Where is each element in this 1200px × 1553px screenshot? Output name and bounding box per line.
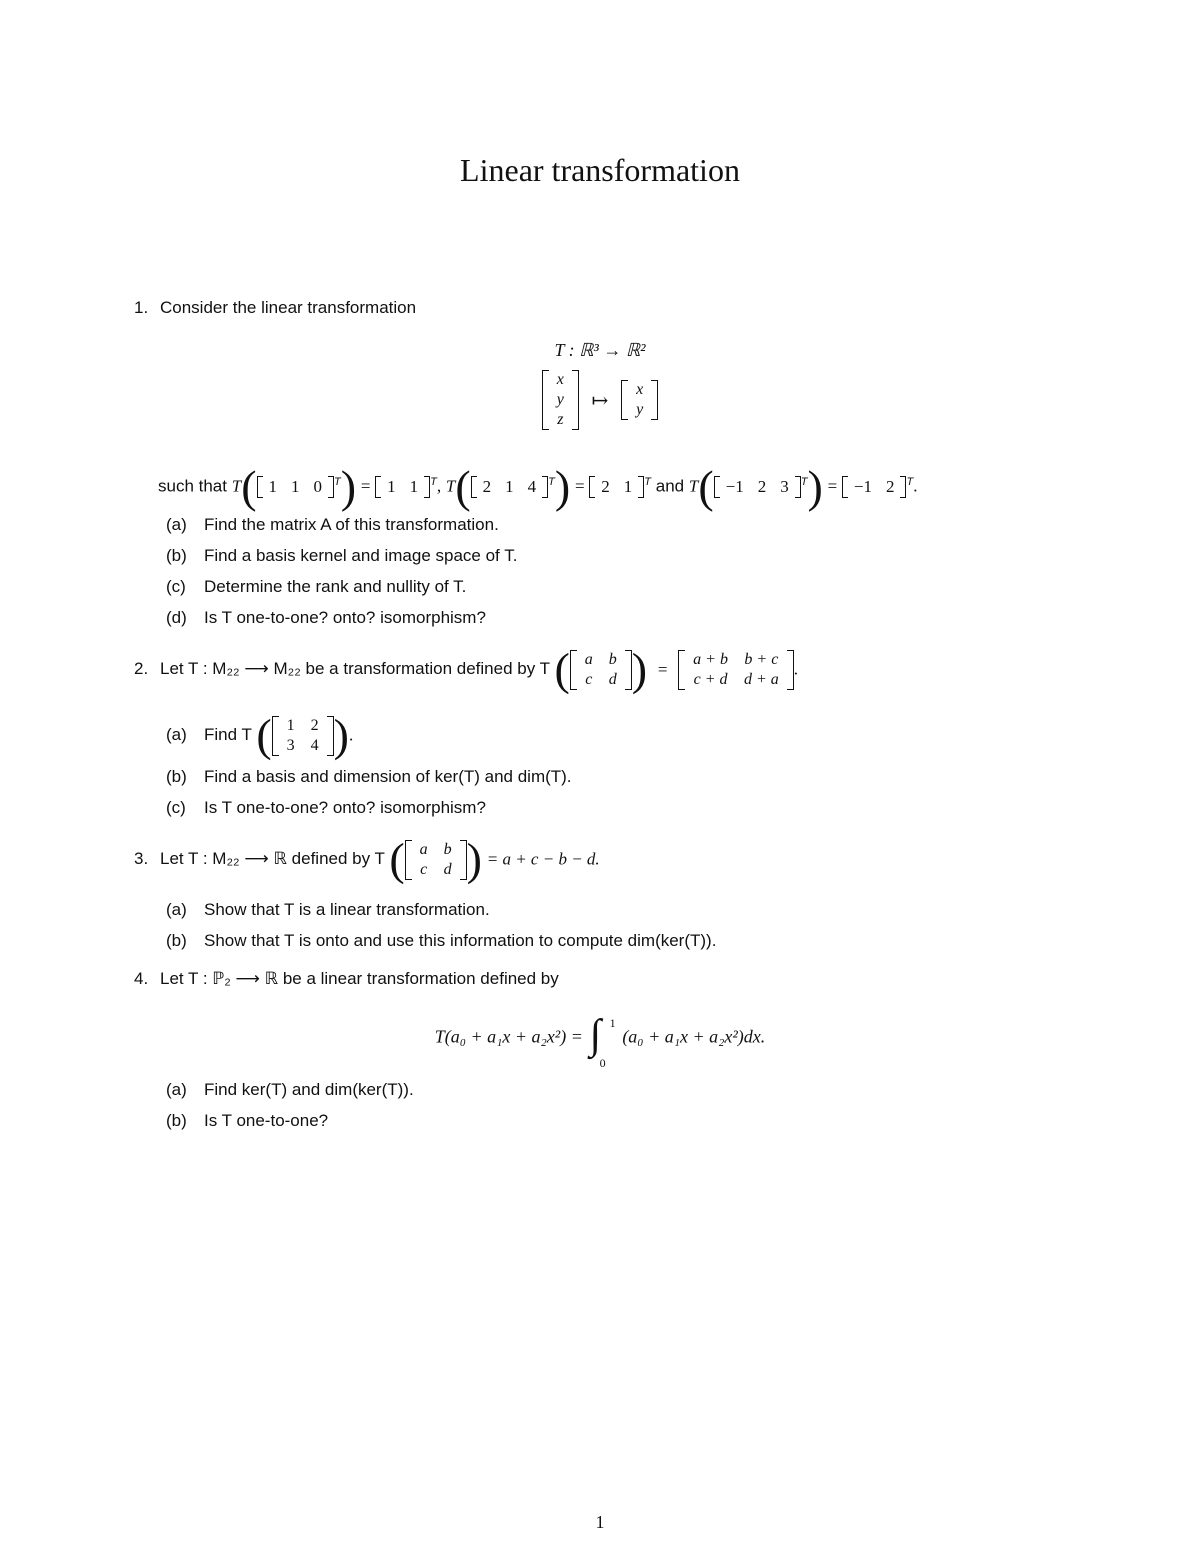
q1-conditions: such that T( 1 1 0 $^T$) = 1 1 $^T$, T( 2 1 4 $^T$) = 2 1 $^T$ and T( −1 2 3 $^T$) = −1 2 $^T$. [158, 461, 918, 513]
question-text: Consider the linear transformation [160, 298, 417, 317]
v2-in: 2 1 4 [471, 476, 549, 498]
integral-sign: ∫ 1 0 [589, 1011, 616, 1070]
q2-part-a-matrix: 1 2 3 4 [272, 716, 334, 756]
v1-out: 1 1 [375, 476, 430, 498]
q4-part-b: (b) Is T one-to-one? [166, 1111, 329, 1130]
question-1-intro [134, 296, 416, 320]
q2-part-b: (b) Find a basis and dimension of ker(T) and dim(T). [166, 767, 572, 786]
question-4-intro [134, 967, 559, 991]
question-text: Let T : ℙ₂ ⟶ ℝ be a linear transformation defined by [160, 969, 559, 988]
v3-in: −1 2 3 [714, 476, 801, 498]
q4-part-a: (a) Find ker(T) and dim(ker(T)). [166, 1080, 414, 1099]
q1-part-b: (b) Find a basis kernel and image space of T. [166, 546, 518, 565]
question-text: Let T : M₂₂ ⟶ M₂₂ be a transformation defined by T [160, 659, 550, 678]
question-number: 3. [134, 849, 149, 868]
question-2-intro: 2. Let T : M₂₂ ⟶ M₂₂ be a transformation defined by T ( a b c d ) = a + b b + c c + d d + a . [134, 643, 798, 695]
v3-out: −1 2 [842, 476, 907, 498]
domain-vector: x y z [542, 370, 579, 430]
map-definition: T : ℝ³ → ℝ² [554, 340, 646, 360]
question-number: 1. [134, 298, 149, 317]
q1-part-a: (a) Find the matrix A of this transformation. [166, 515, 499, 534]
question-3-intro: 3. Let T : M₂₂ ⟶ ℝ defined by T ( a b c d ) = a + c − b − d. [134, 833, 600, 885]
q2-part-a: (a) Find T ( 1 2 3 4 ). [166, 709, 354, 761]
v2-out: 2 1 [589, 476, 644, 498]
question-text: Let T : M₂₂ ⟶ ℝ defined by T [160, 849, 385, 868]
v1-in: 1 1 0 [257, 476, 335, 498]
q1-part-d: (d) Is T one-to-one? onto? isomorphism? [166, 608, 486, 627]
question-number: 4. [134, 969, 149, 988]
maps-to-symbol: ↦ [591, 389, 609, 412]
q2-part-c: (c) Is T one-to-one? onto? isomorphism? [166, 798, 486, 817]
question-number: 2. [134, 659, 149, 678]
map-rule [0, 370, 1200, 430]
q4-formula: T(a₀ + a₁x + a₂x²) = ∫ 1 0 (a₀ + a₁x + a₂x²)dx. [0, 1008, 1200, 1065]
range-vector: x y [621, 380, 658, 420]
q3-part-b: (b) Show that T is onto and use this information to compute dim(ker(T)). [166, 931, 717, 950]
q3-part-a: (a) Show that T is a linear transformation. [166, 900, 490, 919]
page-number: 1 [595, 1512, 605, 1532]
q1-part-c: (c) Determine the rank and nullity of T. [166, 577, 467, 596]
q2-input-matrix: a b c d [570, 650, 632, 690]
q3-input-matrix: a b c d [405, 840, 467, 880]
q2-output-matrix: a + b b + c c + d d + a [678, 650, 794, 690]
page-title: Linear transformation [460, 152, 740, 188]
